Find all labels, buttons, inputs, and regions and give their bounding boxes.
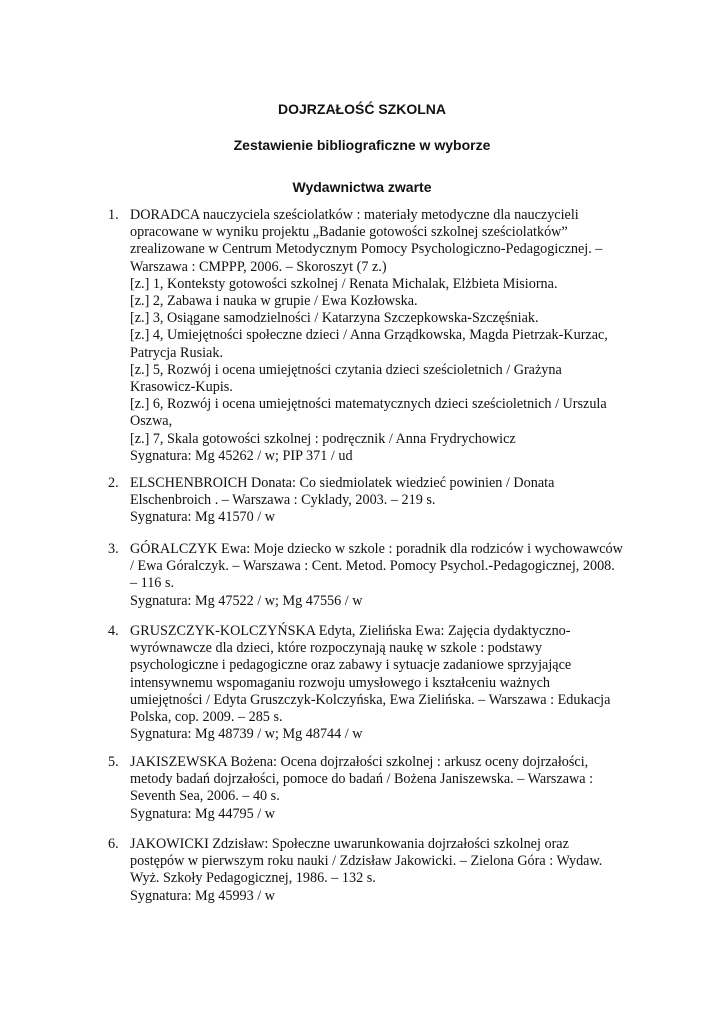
- entry-line: postępów w pierwszym roku nauki / Zdzisław Jakowicki. – Zielona Góra : Wydaw.: [130, 853, 603, 870]
- entry-text: [130, 754, 650, 823]
- entry-number: 4.: [108, 623, 119, 639]
- entry-line: [z.] 7, Skala gotowości szkolnej : podręcznik / Anna Frydrychowicz: [130, 430, 516, 447]
- entry-line: Oszwa,: [130, 413, 173, 430]
- entry-number: 3.: [108, 541, 119, 557]
- entry-line: / Ewa Góralczyk. – Warszawa : Cent. Metod. Pomocy Psychol.-Pedagogicznej, 2008.: [130, 558, 615, 575]
- entry-text: [130, 541, 650, 610]
- entry-line: umiejętności / Edyta Gruszczyk-Kolczyńska, Ewa Zielińska. – Warszawa : Edukacja: [130, 691, 611, 708]
- entry-signature: Sygnatura: Mg 41570 / w: [130, 509, 276, 526]
- entry-line: [z.] 4, Umiejętności społeczne dzieci / Anna Grządkowska, Magda Pietrzak-Kurzac,: [130, 327, 608, 344]
- entry-number: 2.: [108, 475, 119, 491]
- entry-line: [z.] 1, Konteksty gotowości szkolnej / Renata Michalak, Elżbieta Misiorna.: [130, 275, 558, 292]
- document-subtitle: Zestawienie bibliograficzne w wyborze: [233, 137, 491, 153]
- entry-line: metody badań dojrzałości, pomoce do badań / Bożena Janiszewska. – Warszawa :: [130, 771, 594, 788]
- entry-line: [z.] 3, Osiągane samodzielności / Katarzyna Szczepkowska-Szczęśniak.: [130, 310, 539, 327]
- entry-line: [z.] 5, Rozwój i ocena umiejętności czytania dzieci sześcioletnich / Grażyna: [130, 361, 562, 378]
- entry-line: psychologiczne i pedagogiczne oraz zabawy i sytuacje zadaniowe sprzyjające: [130, 657, 572, 674]
- entry-text: [130, 207, 650, 465]
- entry-line: Elschenbroich . – Warszawa : Cyklady, 2003. – 219 s.: [130, 492, 436, 509]
- entry-line: Polska, cop. 2009. – 285 s.: [130, 709, 283, 726]
- entry-line: JAKISZEWSKA Bożena: Ocena dojrzałości szkolnej : arkusz oceny dojrzałości,: [130, 754, 589, 770]
- entry-line: Warszawa : CMPPP, 2006. – Skoroszyt (7 z.): [130, 258, 387, 275]
- entry-text: [130, 623, 650, 743]
- entry-line: intensywnemu wspomaganiu rozwoju umysłowego i kształceniu ważnych: [130, 674, 551, 691]
- entry-line: JAKOWICKI Zdzisław: Społeczne uwarunkowania dojrzałości szkolnej oraz: [130, 836, 569, 852]
- entry-line: ELSCHENBROICH Donata: Co siedmiolatek wiedzieć powinien / Donata: [130, 475, 555, 491]
- entry-line: [z.] 6, Rozwój i ocena umiejętności matematycznych dzieci sześcioletnich / Urszula: [130, 396, 607, 413]
- entry-text: [130, 475, 650, 527]
- entry-signature: Sygnatura: Mg 45262 / w; PIP 371 / ud: [130, 447, 353, 464]
- entry-signature: Sygnatura: Mg 45993 / w: [130, 887, 276, 904]
- entry-signature: Sygnatura: Mg 48739 / w; Mg 48744 / w: [130, 726, 363, 743]
- section-heading: Wydawnictwa zwarte: [292, 179, 432, 195]
- entry-line: Seventh Sea, 2006. – 40 s.: [130, 788, 280, 805]
- entry-line: GRUSZCZYK-KOLCZYŃSKA Edyta, Zielińska Ewa: Zajęcia dydaktyczno-: [130, 623, 571, 639]
- entry-line: DORADCA nauczyciela sześciolatków : materiały metodyczne dla nauczycieli: [130, 207, 579, 223]
- entry-line: GÓRALCZYK Ewa: Moje dziecko w szkole : poradnik dla rodziców i wychowawców: [130, 541, 623, 557]
- entry-number: 5.: [108, 754, 119, 770]
- entry-line: Krasowicz-Kupis.: [130, 379, 233, 396]
- entry-signature: Sygnatura: Mg 47522 / w; Mg 47556 / w: [130, 592, 363, 609]
- document-title: DOJRZAŁOŚĆ SZKOLNA: [278, 101, 446, 117]
- entry-line: [z.] 2, Zabawa i nauka w grupie / Ewa Kozłowska.: [130, 293, 418, 310]
- entry-line: zrealizowane w Centrum Metodycznym Pomocy Psychologiczno-Pedagogicznej. –: [130, 241, 603, 258]
- entry-number: 6.: [108, 836, 119, 852]
- entry-line: wyrównawcze dla dzieci, które rozpoczynają naukę w szkole : podstawy: [130, 640, 543, 657]
- entry-line: Patrycja Rusiak.: [130, 344, 223, 361]
- entry-line: opracowane w wyniku projektu „Badanie gotowości szkolnej sześciolatków”: [130, 224, 568, 241]
- entry-signature: Sygnatura: Mg 44795 / w: [130, 805, 276, 822]
- entry-number: 1.: [108, 207, 119, 223]
- entry-line: – 116 s.: [130, 575, 175, 592]
- entry-text: [130, 836, 650, 905]
- entry-line: Wyż. Szkoły Pedagogicznej, 1986. – 132 s.: [130, 870, 376, 887]
